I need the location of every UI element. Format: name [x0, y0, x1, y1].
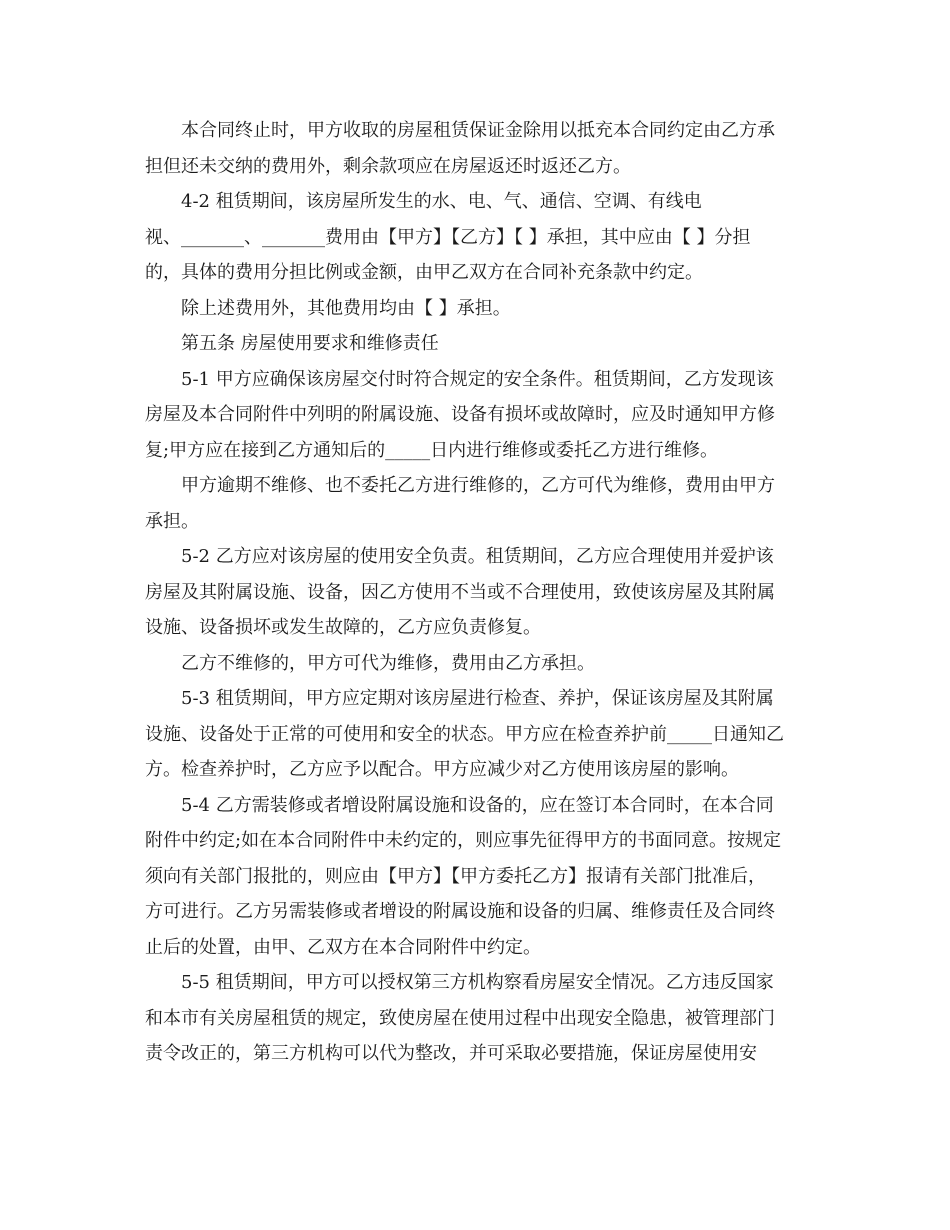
- text-line: 乙方不维修的，甲方可代为维修，费用由乙方承担。: [181, 652, 595, 674]
- paragraph-clause-5-3: [145, 681, 810, 788]
- document-body: [145, 113, 810, 1072]
- text-line: 房屋及本合同附件中列明的附属设施、设备有损坏或故障时，应及时通知甲方修: [145, 404, 775, 425]
- text-line: 方。检查养护时，乙方应予以配合。甲方应减少对乙方使用该房屋的影响。: [145, 759, 739, 780]
- paragraph-clause-4-2: [145, 184, 810, 291]
- text-line: 5-3 租赁期间，甲方应定期对该房屋进行检查、养护，保证该房屋及其附属: [181, 688, 774, 709]
- text-line: 方可进行。乙方另需装修或者增设的附属设施和设备的归属、维修责任及合同终: [145, 901, 775, 922]
- text-line: 本合同终止时，甲方收取的房屋租赁保证金除用以抵充本合同约定由乙方承: [181, 120, 775, 141]
- paragraph-deposit-return: [145, 113, 810, 184]
- text-line: 设施、设备损坏或发生故障的，乙方应负责修复。: [145, 617, 541, 638]
- text-line: 的，具体的费用分担比例或金额，由甲乙双方在合同补充条款中约定。: [145, 262, 703, 283]
- text-line: 5-4 乙方需装修或者增设附属设施和设备的，应在签订本合同时，在本合同: [181, 794, 774, 816]
- text-line: 5-5 租赁期间，甲方可以授权第三方机构察看房屋安全情况。乙方违反国家: [181, 972, 774, 993]
- paragraph-clause-5-5: [145, 965, 810, 1072]
- text-line: 除上述费用外，其他费用均由【 】承担。: [181, 297, 511, 319]
- text-line: 4-2 租赁期间，该房屋所发生的水、电、气、通信、空调、有线电: [181, 191, 702, 212]
- paragraph-tenant-no-repair: [145, 646, 810, 682]
- paragraph-clause-5-4: [145, 788, 810, 966]
- text-line: 责令改正的，第三方机构可以代为整改，并可采取必要措施，保证房屋使用安: [145, 1043, 757, 1064]
- text-line: 第五条 房屋使用要求和维修责任: [181, 333, 439, 354]
- paragraph-other-fees: [145, 291, 810, 327]
- text-line: 和本市有关房屋租赁的规定，致使房屋在使用过程中出现安全隐患，被管理部门: [145, 1007, 775, 1029]
- text-line: 须向有关部门报批的，则应由【甲方】【甲方委托乙方】报请有关部门批准后，: [145, 865, 766, 887]
- text-line: 设施、设备处于正常的可使用和安全的状态。甲方应在检查养护前_____日通知乙: [145, 723, 784, 745]
- paragraph-clause-5-2: [145, 539, 810, 646]
- text-line: 承担。: [145, 510, 199, 532]
- text-line: 视、_______、_______费用由【甲方】【乙方】【 】承担，其中应由【 】分担: [145, 226, 751, 248]
- text-line: 甲方逾期不维修、也不委托乙方进行维修的，乙方可代为维修，费用由甲方: [181, 475, 775, 496]
- text-line: 附件中约定;如在本合同附件中未约定的，则应事先征得甲方的书面同意。按规定: [145, 830, 782, 851]
- paragraph-overdue-repair: [145, 468, 810, 539]
- text-line: 担但还未交纳的费用外，剩余款项应在房屋返还时返还乙方。: [145, 155, 631, 177]
- text-line: 5-2 乙方应对该房屋的使用安全负责。租赁期间，乙方应合理使用并爱护该: [181, 546, 774, 567]
- paragraph-clause-5-1: [145, 362, 810, 469]
- text-line: 5-1 甲方应确保该房屋交付时符合规定的安全条件。租赁期间，乙方发现该: [181, 368, 774, 390]
- section-heading-article-5: [145, 326, 810, 362]
- text-line: 止后的处置，由甲、乙双方在本合同附件中约定。: [145, 936, 541, 958]
- text-line: 复;甲方应在接到乙方通知后的_____日内进行维修或委托乙方进行维修。: [145, 439, 719, 461]
- text-line: 房屋及其附属设施、设备，因乙方使用不当或不合理使用，致使该房屋及其附属: [145, 581, 775, 603]
